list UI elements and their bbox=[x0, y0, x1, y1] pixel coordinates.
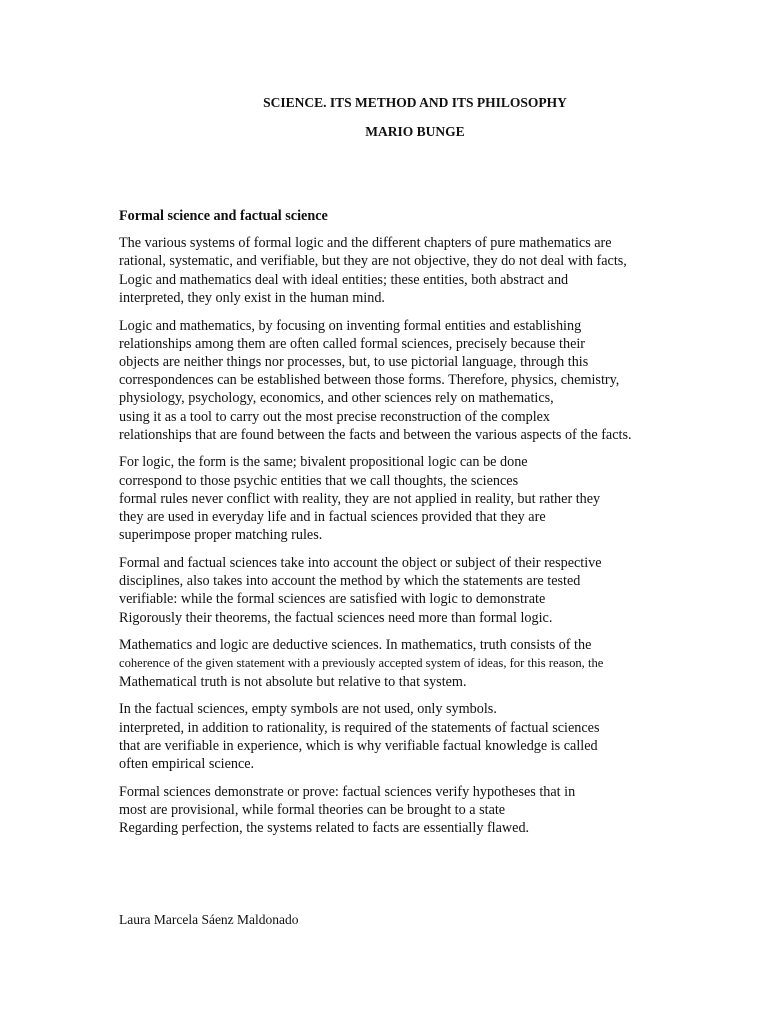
paragraph-line: The various systems of formal logic and the different chapters of pure mathematics are bbox=[119, 235, 612, 252]
paragraph-7 bbox=[119, 783, 699, 838]
paragraph-line: objects are neither things nor processes, but, to use pictorial language, through this bbox=[119, 353, 589, 370]
paragraph-line: Rigorously their theorems, the factual sciences need more than formal logic. bbox=[119, 609, 553, 626]
paragraph-line: using it as a tool to carry out the most precise reconstruction of the complex bbox=[119, 408, 551, 425]
paragraph-line: often empirical science. bbox=[119, 755, 255, 772]
paragraph-3 bbox=[119, 453, 699, 544]
paragraph-line: disciplines, also takes into account the method by which the statements are tested bbox=[119, 573, 581, 590]
paragraph-line: superimpose proper matching rules. bbox=[119, 527, 323, 544]
paragraph-line: interpreted, in addition to rationality, is required of the statements of factual sciences bbox=[119, 719, 600, 736]
paragraph-line: For logic, the form is the same; bivalent propositional logic can be done bbox=[119, 454, 528, 471]
paragraph-line: physiology, psychology, economics, and other sciences rely on mathematics, bbox=[119, 390, 554, 407]
document-body bbox=[119, 207, 699, 847]
paragraph-line: relationships that are found between the facts and between the various aspects of the facts. bbox=[119, 426, 632, 443]
paragraph-4 bbox=[119, 554, 699, 627]
section-heading: Formal science and factual science bbox=[119, 208, 328, 224]
paragraph-line: that are verifiable in experience, which is why verifiable factual knowledge is called bbox=[119, 737, 598, 754]
paragraph-line: Mathematical truth is not absolute but relative to that system. bbox=[119, 673, 467, 690]
paragraph-line: Formal and factual sciences take into account the object or subject of their respective bbox=[119, 554, 602, 571]
document-title: SCIENCE. ITS METHOD AND ITS PHILOSOPHY bbox=[263, 95, 567, 110]
paragraph-line: Regarding perfection, the systems related to facts are essentially flawed. bbox=[119, 820, 530, 837]
paragraph-line: Formal sciences demonstrate or prove: factual sciences verify hypotheses that in bbox=[119, 783, 576, 800]
paragraph-line: Mathematics and logic are deductive sciences. In mathematics, truth consists of the bbox=[119, 637, 592, 654]
paragraph-line: coherence of the given statement with a previously accepted system of ideas, for this reason, the bbox=[119, 656, 604, 671]
paragraph-line: correspondences can be established between those forms. Therefore, physics, chemistry, bbox=[119, 372, 620, 389]
paragraph-6 bbox=[119, 700, 699, 773]
paragraph-line: they are used in everyday life and in factual sciences provided that they are bbox=[119, 509, 546, 526]
document-author-heading: MARIO BUNGE bbox=[365, 124, 465, 139]
paragraph-line: Logic and mathematics deal with ideal entities; these entities, both abstract and bbox=[119, 271, 569, 288]
paragraph-line: interpreted, they only exist in the human mind. bbox=[119, 289, 385, 306]
paragraph-line: In the factual sciences, empty symbols are not used, only symbols. bbox=[119, 701, 497, 718]
paragraph-line: relationships among them are often called formal sciences, precisely because their bbox=[119, 335, 586, 352]
paragraph-2 bbox=[119, 317, 699, 444]
footer-author: Laura Marcela Sáenz Maldonado bbox=[119, 912, 299, 927]
paragraph-line: Logic and mathematics, by focusing on inventing formal entities and establishing bbox=[119, 317, 582, 334]
paragraph-line: most are provisional, while formal theories can be brought to a state bbox=[119, 801, 506, 818]
paragraph-line: correspond to those psychic entities that we call thoughts, the sciences bbox=[119, 472, 519, 489]
paragraph-5 bbox=[119, 636, 699, 691]
paragraph-line: verifiable: while the formal sciences are satisfied with logic to demonstrate bbox=[119, 591, 546, 608]
paragraph-line: formal rules never conflict with reality, they are not applied in reality, but rather they bbox=[119, 490, 601, 507]
paragraph-1 bbox=[119, 234, 699, 307]
paragraph-line: rational, systematic, and verifiable, but they are not objective, they do not deal with facts, bbox=[119, 253, 627, 270]
